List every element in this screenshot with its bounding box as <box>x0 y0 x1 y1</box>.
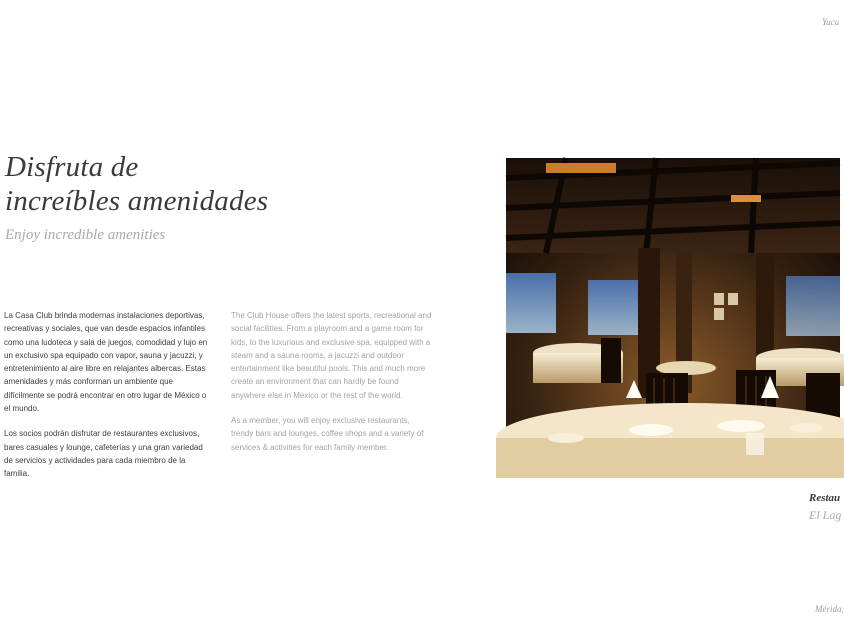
restaurant-photo-illustration <box>506 158 840 477</box>
title-line-1: Disfruta de <box>5 151 139 183</box>
caption-line-1: Restau <box>809 492 841 504</box>
caption-line-2: El Lag <box>809 508 842 522</box>
page-title <box>5 150 268 218</box>
english-text-column <box>231 309 433 466</box>
spanish-text-column <box>4 309 209 493</box>
spanish-paragraph-2: Los socios podrán disfrutar de restaurantes exclusivos, bares casuales y lounge, cafeterías y una gran variedad de servicios y actividades para cada miembro de la familia. <box>4 429 203 479</box>
restaurant-photo <box>506 158 840 477</box>
corner-label-bottom: Mérida, <box>815 604 844 614</box>
photo-caption <box>809 490 841 524</box>
page-subtitle: Enjoy incredible amenities <box>5 227 166 243</box>
english-paragraph-2: As a member, you will enjoy exclusive restaurants, trendy bars and lounges, coffee shops and a variety of services & activities for each family member. <box>231 416 424 452</box>
corner-label-top: Yuca <box>822 17 840 27</box>
english-paragraph-1: The Club House offers the latest sports, recreational and social facilities. From a playroom and a game room for kids, to the luxurious and exclusive spa, equipped with a steam and a sauna rooms, a jacuzzi and outdoor entertainment like beautiful pools. This and much more create an environment that can hardly be found anywhere else in Mexico or the rest of the world. <box>231 311 432 400</box>
spanish-paragraph-1: La Casa Club brinda modernas instalaciones deportivas, recreativas y sociales, que van desde espacios infantiles como una ludoteca y sala de juegos, comodidad y lujo en un exclusivo spa equipado con vapor, sauna y jacuzzi, y entretenimiento al aire libre en relajantes albercas. Estas amenidades y más conforman un ambiente que difícilmente se podrá encontrar en otro lugar de México o el mundo. <box>4 311 208 414</box>
title-line-2: increíbles amenidades <box>5 185 269 217</box>
